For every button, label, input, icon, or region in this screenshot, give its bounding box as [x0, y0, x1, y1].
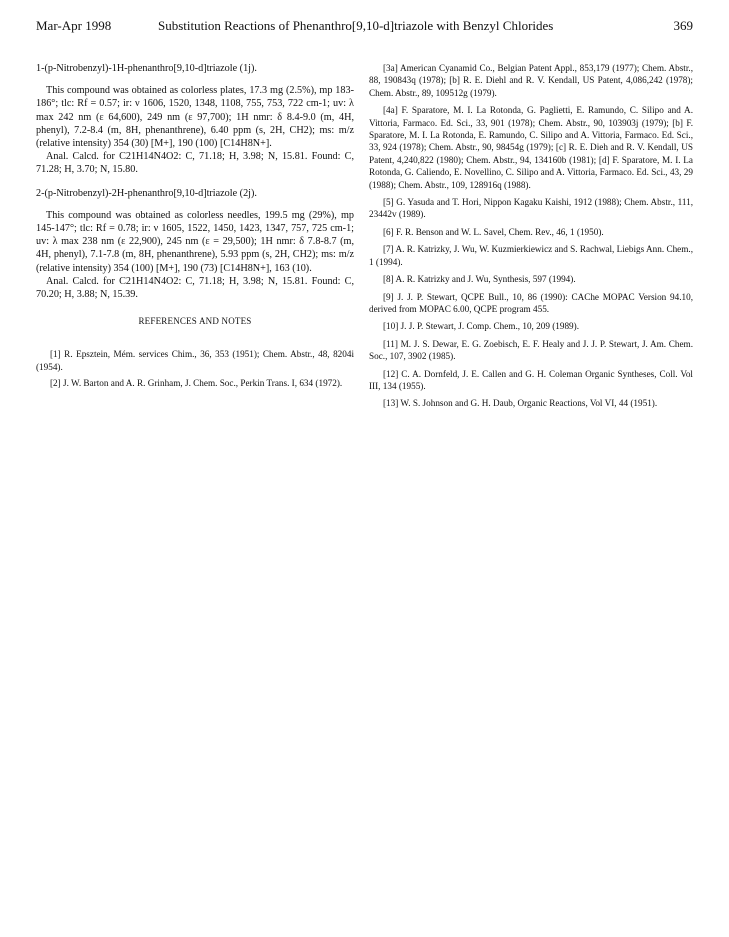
- compound-1j-description: This compound was obtained as colorless plates, 17.3 mg (2.5%), mp 183-186°; tlc: Rf = 0.57; ir: ν 1606, 1520, 1348, 1108, 755, 753, 722 cm-1; uv: λ max 242 nm (ε 64,600), 249 nm (ε 97,700); 1H nmr: δ 8.4-9.0 (m, 4H, phenyl), 7.2-8.4 (m, 8H, phenanthrene), 6.40 ppm (s, 2H, CH2); ms: m/z (relative intensity) 354 (30) [M+], 190 (100) [C14H8N+].: [36, 85, 354, 150]
- left-column: [36, 62, 354, 394]
- reference-7: [7] A. R. Katrizky, J. Wu, W. Kuzmierkiewicz and S. Rachwal, Liebigs Ann. Chem., 1 (1994).: [369, 244, 693, 267]
- reference-5: [5] G. Yasuda and T. Hori, Nippon Kagaku Kaishi, 1912 (1988); Chem. Abstr., 111, 23442v (1989).: [369, 197, 693, 220]
- reference-3: [3a] American Cyanamid Co., Belgian Patent Appl., 853,179 (1977); Chem. Abstr., 88, 190843q (1978); [b] R. E. Diehl and R. V. Kendall, US Patent, 4,086,242 (1978); Chem. Abstr., 89, 109512g (1979).: [369, 63, 693, 98]
- reference-13: [13] W. S. Johnson and G. H. Daub, Organic Reactions, Vol VI, 44 (1951).: [383, 398, 658, 409]
- compound-1j-title: 1-(p-Nitrobenzyl)-1H-phenanthro[9,10-d]triazole (1j).: [36, 63, 257, 74]
- reference-9: [9] J. J. P. Stewart, QCPE Bull., 10, 86 (1990): CAChe MOPAC Version 94.10, derived from MOPAC 6.00, QCPE program 455.: [369, 291, 693, 314]
- reference-12: [12] C. A. Dornfeld, J. E. Callen and G. H. Coleman Organic Syntheses, Coll. Vol III, 134 (1955).: [369, 368, 693, 391]
- compound-2j-description: This compound was obtained as colorless needles, 199.5 mg (29%), mp 145-147°; tlc: Rf = 0.78; ir: ν 1605, 1522, 1450, 1423, 1347, 757, 725 cm-1; uv: λ max 238 nm (ε 22,900), 245 nm (ε = 29,500); 1H nmr: δ 7.8-8.7 (m, 4H, phenyl), 7.1-7.8 (m, 8H, phenanthrene), 5.93 ppm (s, 2H, CH2); ms: m/z (relative intensity) 354 (100) [M+], 190 (73) [C14H8N+], 163 (10).: [36, 209, 354, 274]
- references-heading: REFERENCES AND NOTES: [138, 316, 252, 327]
- reference-6: [6] F. R. Benson and W. L. Savel, Chem. Rev., 46, 1 (1950).: [383, 226, 604, 237]
- page-header: [36, 18, 693, 36]
- reference-8: [8] A. R. Katrizky and J. Wu, Synthesis, 597 (1994).: [383, 274, 576, 285]
- reference-1: [1] R. Epsztein, Mém. services Chim., 36, 353 (1951); Chem. Abstr., 48, 8204i (1954).: [36, 349, 354, 372]
- issue-date: Mar-Apr 1998: [36, 18, 112, 33]
- reference-11: [11] M. J. S. Dewar, E. G. Zoebisch, E. F. Healy and J. J. P. Stewart, J. Am. Chem. Soc., 107, 3902 (1985).: [369, 338, 693, 362]
- reference-2: [2] J. W. Barton and A. R. Grinham, J. Chem. Soc., Perkin Trans. I, 634 (1972).: [50, 378, 343, 389]
- compound-2j-title: 2-(p-Nitrobenzyl)-2H-phenanthro[9,10-d]triazole (2j).: [36, 187, 257, 199]
- page-number: 369: [673, 18, 693, 33]
- compound-2j-analysis: Anal. Calcd. for C21H14N4O2: C, 71.18; H, 3.98; N, 15.81. Found: C, 70.20; H, 3.88; N, 15.39.: [36, 275, 354, 301]
- right-column: [369, 62, 693, 415]
- reference-10: [10] J. J. P. Stewart, J. Comp. Chem., 10, 209 (1989).: [383, 321, 579, 332]
- reference-4: [4a] F. Sparatore, M. I. La Rotonda, G. Paglietti, E. Ramundo, C. Silipo and A. Vittoria, Farmaco. Ed. Sci., 33, 901 (1978); Chem. Abstr., 90, 103903j (1979); [b] F. Sparatore, M. I. La Rotonda, E. Ramundo, C. Silipo and A. Vittoria, Farmaco. Ed. Sci., 33, 924 (1978); Chem. Abstr., 90, 98454g (1979); [c] R. E. Dieh and R. V. Kendall, US Patent, 4,240,822 (1980); Chem. Abstr., 94, 134160b (1981); [d] F. Sparatore, M. I. La Rotonda, G. Caliendo, E. Novellino, C. Silipo and A. Vittoria, Farmaco. Ed. Sci., 43, 29 (1988); Chem. Abstr., 109, 128916q (1988).: [369, 105, 693, 190]
- running-title: Substitution Reactions of Phenanthro[9,10-d]triazole with Benzyl Chlorides: [158, 18, 554, 33]
- compound-1j-analysis: Anal. Calcd. for C21H14N4O2: C, 71.18; H, 3.98; N, 15.81. Found: C, 71.28; H, 3.70; N, 15.80.: [36, 151, 354, 176]
